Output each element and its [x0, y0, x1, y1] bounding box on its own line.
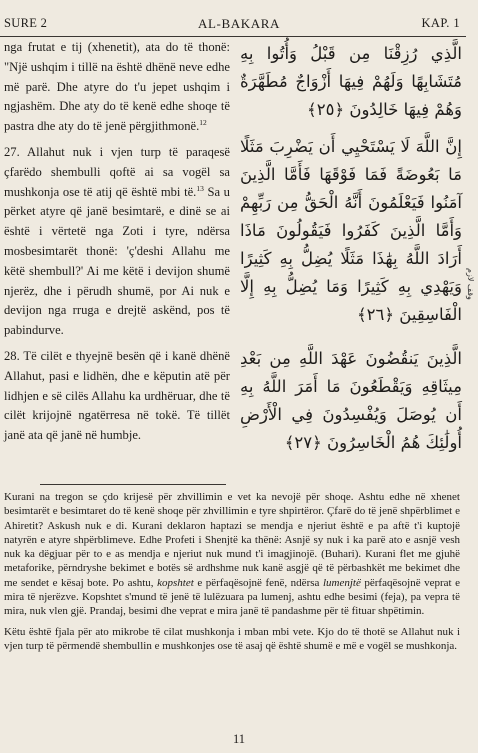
footnotes	[4, 490, 460, 653]
footnote-italic: kopshtet	[157, 576, 194, 589]
footnote-rule	[40, 484, 226, 485]
arabic-verse: الَّذِي رُزِقْنَا مِن قَبْلُ وَأُتُوا بِهِ مُتَشَابِهًا وَلَهُمْ فِيهَا أَزْوَاجٌ مُطَهَّرَةٌ وَهُمْ فِيهَا خَالِدُونَ ﴿٢٥﴾	[240, 44, 462, 119]
surah-title: AL-BAKARA	[198, 16, 280, 31]
footnote-ref: 12	[199, 118, 207, 127]
footnote-text: përfaqësojnë veprat e mira të njerëzve. Kopshtet s'mund të jenë të lulëzuara pa lumenj, ashtu edhe besimi (feja), pa vepra të mira, nuk vlen gjë. Prandaj, besimi dhe veprat e mira janë të pandashme për të fituar shpëtimin.	[4, 576, 461, 618]
verse-text: nga frutat e tij (xhenetit), ata do të thonë: "Një ushqim i tillë na është dhënë neve edhe më parë. Dhe atyre do t'u jepet ushqim i ngjashëm. Dhe aty do të kenë edhe shoqe të pastra dhe aty do të jenë përgjithmonë.	[4, 40, 230, 134]
verse-text: Sa u përket atyre që janë besimtarë, e dinë se ai është i vërtetë nga Zoti i tyre, ndërsa mosbesimtarët thonë: 'ç'deshi Allahu me këtë shembull?' Ai me këtë i devijon shumë njerëz, dhe i përudh shumë, por Ai nuk e devijon nga rruga e drejtë askënd, pos të pabindurve.	[4, 184, 230, 338]
arabic-column	[240, 40, 462, 457]
footnote	[4, 490, 460, 619]
page-number: 11	[232, 732, 246, 746]
footnote	[4, 625, 460, 654]
footnote-ref: 13	[196, 183, 204, 193]
translation-column	[4, 38, 230, 446]
translation-paragraph	[4, 143, 230, 341]
arabic-verse: إِنَّ اللَّهَ لَا يَسْتَحْيِي أَن يَضْرِبَ مَثَلًا مَا بَعُوضَةً فَمَا فَوْقَهَا فَأَمَّا الَّذِينَ آمَنُوا فَيَعْلَمُونَ أَنَّهُ الْحَقُّ مِن رَبِّهِمْ وَأَمَّا الَّذِينَ كَفَرُوا فَيَقُولُونَ مَاذَا أَرَادَ اللَّهُ بِهَٰذَا مَثَلًا يُضِلُّ بِهِ كَثِيرًا وَيَهْدِي بِهِ كَثِيرًا وَمَا يُضِلُّ بِهِ إِلَّا الْفَاسِقِينَ ﴿٢٦﴾	[240, 137, 462, 324]
verse-text: 27. Allahut nuk i vjen turp të paraqesë çfarëdo shembulli qoftë ai sa vogël sa mushkonja ose të atij që është mbi të.	[4, 144, 230, 199]
translation-paragraph	[4, 38, 230, 137]
margin-stop-mark: وقف لازم	[466, 268, 475, 300]
footnote-text: Këtu është fjala për ato mikrobe të cilat mushkonja i mban mbi vete. Kjo do të thotë se Allahut nuk i vjen turp të përmendë shembullin e mushkonjes ose të asaj që është shumë e më e vogël se mushkonja.	[4, 625, 460, 652]
chapter-label: KAP. 1	[421, 16, 460, 30]
arabic-verse: الَّذِينَ يَنقُضُونَ عَهْدَ اللَّهِ مِن بَعْدِ مِيثَاقِهِ وَيَقْطَعُونَ مَا أَمَرَ اللَّهُ بِهِ أَن يُوصَلَ وَيُفْسِدُونَ فِي الْأَرْضِ أُولَٰئِكَ هُمُ الْخَاسِرُونَ ﴿٢٧﴾	[240, 349, 462, 452]
translation-paragraph	[4, 347, 230, 446]
verse-text: 28. Të cilët e thyejnë besën që i kanë dhënë Allahut, pasi e lidhën, dhe e këputin atë për lidhjen e së cilës Allahu ka urdhëruar, dhe të cilët krijojnë ngatërresa në tokë. Të tillët janë ata që janë në humbje.	[4, 348, 230, 443]
footnote-text: Kurani na tregon se çdo krijesë për zhvillimin e vet ka nevojë për shoqe. Ashtu edhe në xhenet besimtarët e besimtaret do të kenë shoqe për zhvillimin e tyre shpirtëror. Çfarë do të jenë shpërblimet e Ahiretit? Askush nuk e di. Kurani deklaron haptazi se mendja e njeriut është e pa aftë t'i kuptojë natyrën e atyre shpërblimeve. Edhe Profeti i Shenjtë ka thënë: Asnjë sy nuk i ka parë ato e asnjë vesh nuk ka dëgjuar për to e as mendja e njeriut nuk mund t'i imagjinojë. (Buhari). Kurani flet me gjuhë metaforike, përndryshe bekimet e botës së ardhshme nuk kanë asgjë që të përbashkët me bekimet dhe me sendet e kësaj bote. Po ashtu,	[4, 491, 460, 589]
page-header	[0, 8, 478, 34]
footnote-text: e përfaqësojnë fenë, ndërsa	[197, 576, 320, 589]
footnote-italic: lumenjtë	[322, 576, 361, 589]
header-rule	[0, 36, 466, 37]
surah-number: SURE 2	[4, 16, 48, 30]
